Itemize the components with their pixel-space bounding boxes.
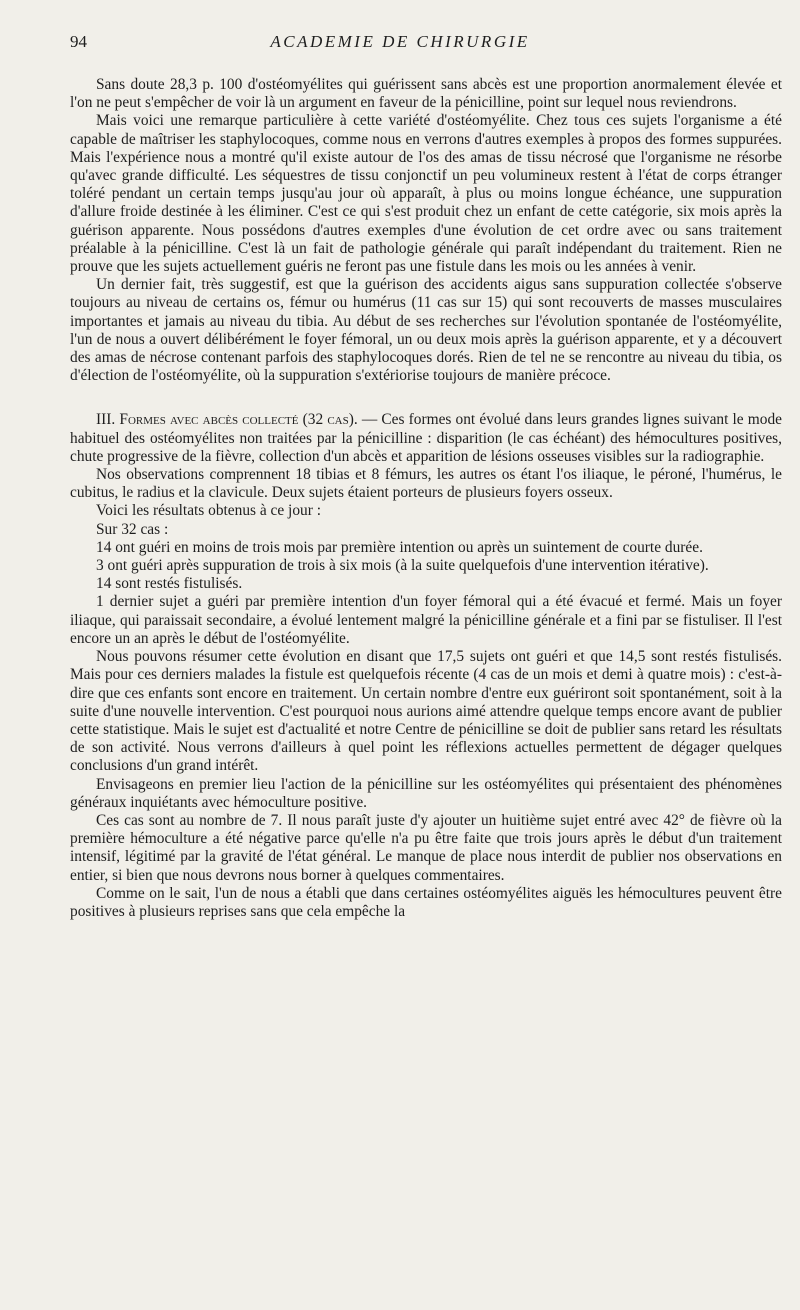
paragraph: Sur 32 cas : xyxy=(96,520,169,538)
paragraph: 14 ont guéri en moins de trois mois par première intention ou après un suintement de courte durée. xyxy=(96,538,703,556)
paragraph: Comme on le sait, l'un de nous a établi que dans certaines ostéomyélites aiguës les hémocultures peuvent être positives à plusieurs reprises sans que cela empêche la xyxy=(70,884,782,920)
section-intro-paragraph xyxy=(70,411,782,466)
paragraph: Voici les résultats obtenus à ce jour : xyxy=(96,502,321,520)
paragraph: Envisageons en premier lieu l'action de la pénicilline sur les ostéomyélites qui présentaient des phénomènes généraux inquiétants avec hémoculture positive. xyxy=(70,775,782,811)
paragraph: Nos observations comprennent 18 tibias et 8 fémurs, les autres os étant l'os iliaque, le péroné, l'humérus, le cubitus, le radius et la clavicule. Deux sujets étaient porteurs de plusieurs foyers osseux. xyxy=(70,466,782,502)
section-intro: — Ces formes ont évolué dans leurs grandes lignes suivant le mode habituel des ostéomyélites non traitées par la pénicilline : disparition (le cas échéant) des hémocultures positives, chute progressive de la fièvre, collection d'un abcès et apparition de lésions osseuses visibles sur la radiographie. xyxy=(70,411,782,465)
paragraph: Un dernier fait, très suggestif, est que la guérison des accidents aigus sans suppuration collectée s'observe toujours au niveau de certains os, fémur ou humérus (11 cas sur 15) qui sont recouverts de masses musculaires importantes et jamais au niveau du tibia. Au début de ses recherches sur l'évolution spontanée de l'ostéomyélite, l'un de nous a ouvert délibérément le foyer fémoral, un ou deux mois après la guérison apparente, et y a découvert des amas de nécrose contenant parfois des staphylocoques dorés. Rien de tel ne se rencontre au niveau du tibia, os d'élection de l'ostéomyélite, où la suppuration s'extériorise toujours de manière précoce. xyxy=(70,276,782,385)
page-header xyxy=(0,32,800,60)
running-title: ACADEMIE DE CHIRURGIE xyxy=(270,32,530,51)
paragraph: Mais voici une remarque particulière à cette variété d'ostéomyélite. Chez tous ces sujets l'organisme a été capable de maîtriser les staphylocoques, comme nous en verrons d'autres exemples à propos des formes suppurées. Mais l'expérience nous a montré qu'il existe autour de l'os des amas de tissu nécrosé que l'organisme ne résorbe qu'avec grande difficulté. Les séquestres de tissu conjonctif un peu volumineux restent à l'état de corps étranger toléré pendant un certain temps jusqu'au jour où apparaît, à plus ou moins longue échéance, une suppuration d'allure froide destinée à les éliminer. C'est ce qui s'est produit chez un enfant de cette catégorie, six mois après la guérison apparente. Nous possédons d'autres exemples d'une évolution de cet ordre avec ou sans traitement préalable à la pénicilline. C'est là un fait de pathologie générale qui paraît indépendant du traitement. Rien ne prouve que les sujets actuellement guéris ne feront pas une fistule dans les mois ou les années à venir. xyxy=(70,112,782,276)
page-number: 94 xyxy=(70,32,87,51)
paragraph: Sans doute 28,3 p. 100 d'ostéomyélites qui guérissent sans abcès est une proportion anormalement élevée et l'on ne peut s'empêcher de voir là un argument en faveur de la pénicilline, point sur lequel nous reviendrons. xyxy=(70,76,782,112)
body-text xyxy=(70,76,782,921)
paragraph: 3 ont guéri après suppuration de trois à six mois (à la suite quelquefois d'une intervention itérative). xyxy=(96,557,709,575)
paragraph: Ces cas sont au nombre de 7. Il nous paraît juste d'y ajouter un huitième sujet entré avec 42° de fièvre où la première hémoculture a été négative parce qu'elle n'a pu être faite que trois jours après le début d'un traitement intensif, légitimé par la gravité de l'état général. Le manque de place nous interdit de publier nos observations en entier, si bien que nous devrons nous borner à quelques commentaires. xyxy=(70,811,782,884)
section-heading: III. Formes avec abcès collecté (32 cas). xyxy=(96,411,358,429)
paragraph: 1 dernier sujet a guéri par première intention d'un foyer fémoral qui a été évacué et fermé. Mais un foyer iliaque, qui paraissait secondaire, a évolué lentement malgré la pénicilline générale et a fini par se fistuliser. Il l'est encore un an après le début de l'ostéomyélite. xyxy=(70,593,782,647)
paragraph: Nous pouvons résumer cette évolution en disant que 17,5 sujets ont guéri et que 14,5 sont restés fistulisés. Mais pour ces derniers malades la fistule est quelquefois récente (4 cas de un mois et demi à quatre mois) : c'est-à-dire que ces enfants sont encore en traitement. Un certain nombre d'entre eux guériront soit spontanément, soit à la suite d'une nouvelle intervention. C'est pourquoi nous aurions aimé attendre quelque temps encore avant de publier cette statistique. Mais le sujet est d'actualité et notre Centre de pénicilline se doit de publier sans retard les résultats de son activité. Nous verrons d'ailleurs à quel point les réflexions actuelles permettent de dégager quelques conclusions d'un grand intérêt. xyxy=(70,648,782,775)
paragraph: 14 sont restés fistulisés. xyxy=(96,575,243,593)
